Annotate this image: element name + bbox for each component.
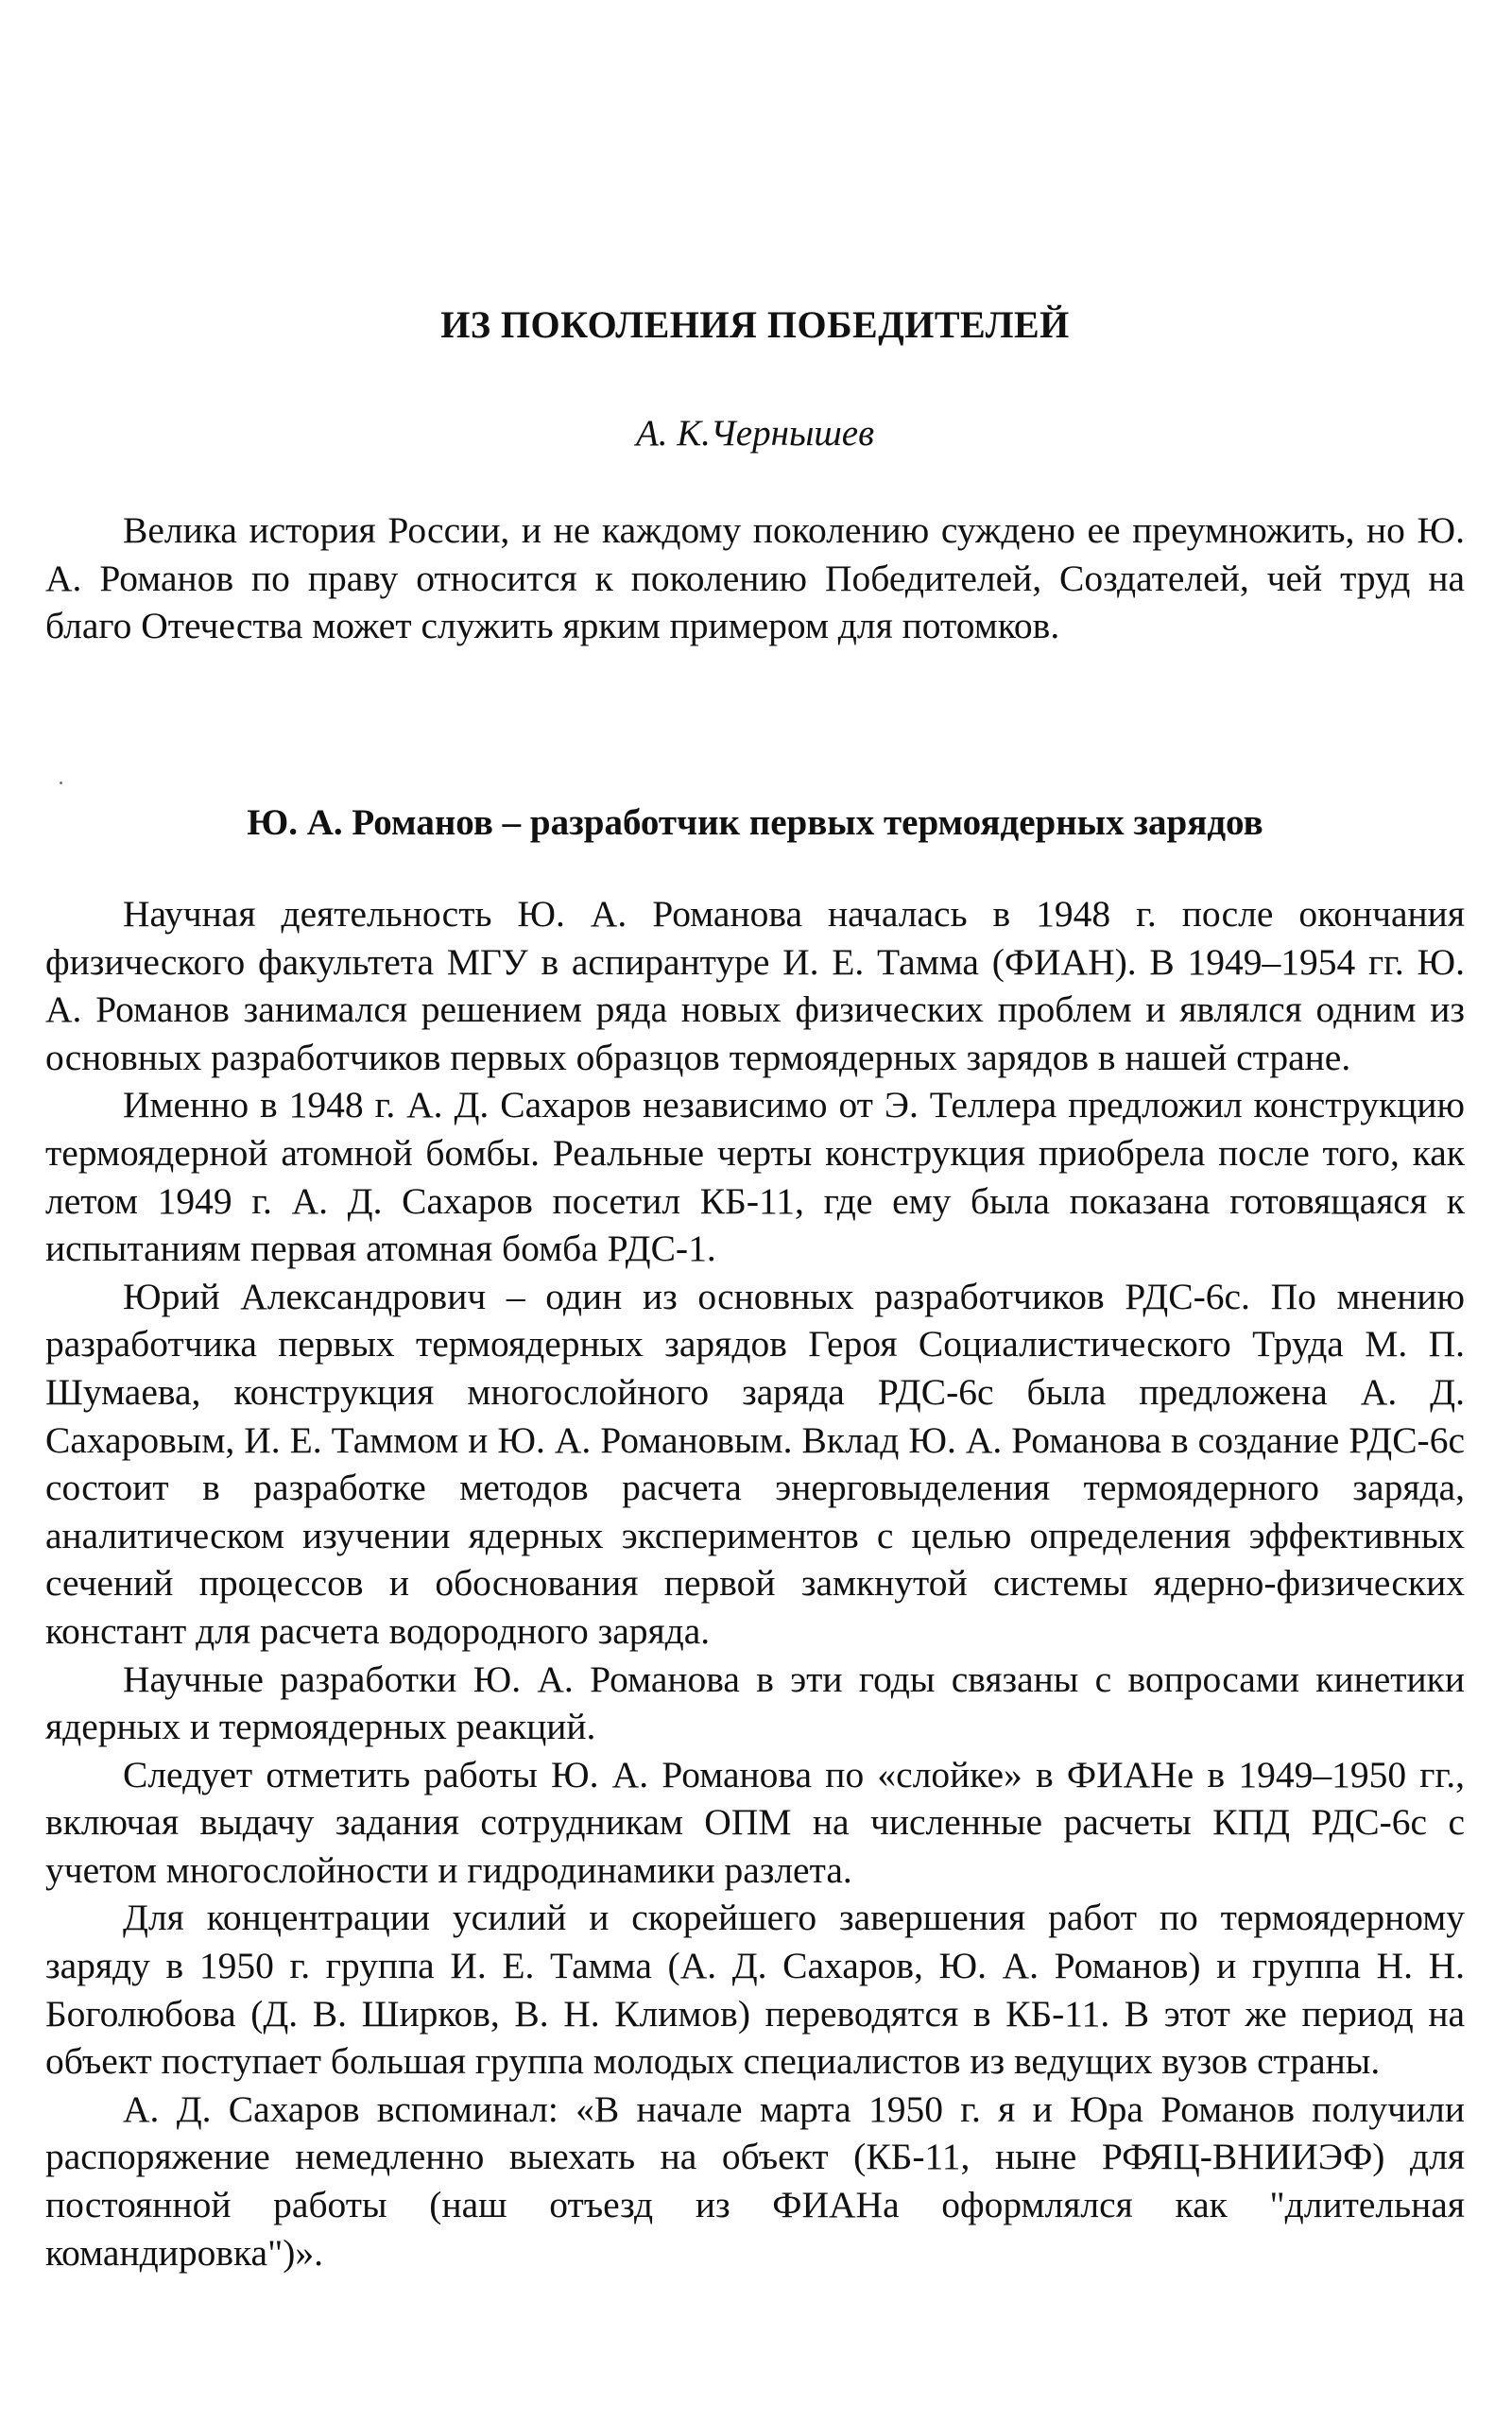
- body-paragraph: Для концентрации усилий и скорейшего завершения работ по термоядерному заряду в 1950 г. группа И. Е. Тамма (А. Д. Сахаров, Ю. А. Романов) и группа Н. Н. Боголюбова (Д. В. Ширков, В. Н. Климов) переводятся в КБ-11. В этот же период на объект поступает большая группа молодых специалистов из ведущих вузов страны.: [45, 1897, 1465, 2083]
- intro-block: [45, 507, 1465, 650]
- body-paragraph: Следует отметить работы Ю. А. Романова по «слойке» в ФИАНе в 1949–1950 гг., включая выдачу задания сотрудникам ОПМ на численные расчеты КПД РДС-6с с учетом многослойности и гидродинамики разлета.: [45, 1753, 1465, 1891]
- body-paragraph: Научная деятельность Ю. А. Романова началась в 1948 г. после окончания физического факультета МГУ в аспирантуре И. Е. Тамма (ФИАН). В 1949–1954 гг. Ю. А. Романов занимался решением ряда новых физических проблем и являлся одним из основных разработчиков первых образцов термоядерных зарядов в нашей стране.: [45, 893, 1465, 1078]
- body-paragraph: А. Д. Сахаров вспоминал: «В начале марта 1950 г. я и Юра Романов получили распоряжение немедленно выехать на объект (КБ-11, ныне РФЯЦ-ВНИИЭФ) для постоянной работы (наш отъезд из ФИАНа оформлялся как "длительная командировка")».: [45, 2087, 1465, 2274]
- section-body: [45, 890, 1465, 2276]
- body-paragraph: Именно в 1948 г. А. Д. Сахаров независимо от Э. Теллера предложил конструкцию термоядерной атомной бомбы. Реальные черты конструкция приобрела после того, как летом 1949 г. А. Д. Сахаров посетил КБ-11, где ему была показана готовящаяся к испытаниям первая атомная бомба РДС-1.: [45, 1084, 1465, 1270]
- scan-speck: [60, 782, 62, 784]
- intro-paragraph: Велика история России, и не каждому поколению суждено ее преумножить, но Ю. А. Романов по праву относится к поколению Победителей, Создателей, чей труд на благо Отечества может служить ярким примером для потомков.: [45, 509, 1465, 647]
- article-title: ИЗ ПОКОЛЕНИЯ ПОБЕДИТЕЛЕЙ: [440, 303, 1070, 346]
- article-author: А. К.Чернышев: [635, 413, 875, 454]
- section-heading: Ю. А. Романов – разработчик первых термоядерных зарядов: [247, 802, 1263, 843]
- body-paragraph: Юрий Александрович – один из основных разработчиков РДС-6с. По мнению разработчика первых термоядерных зарядов Героя Социалистического Труда М. П. Шумаева, конструкция многослойного заряда РДС-6с была предложена А. Д. Сахаровым, И. Е. Таммом и Ю. А. Романовым. Вклад Ю. А. Романова в создание РДС-6с состоит в разработке методов расчета энерговыделения термоядерного заряда, аналитическом изучении ядерных экспериментов с целью определения эффективных сечений процессов и обоснования первой замкнутой системы ядерно-физических констант для расчета водородного заряда.: [45, 1275, 1465, 1652]
- document-page: [45, 0, 1512, 2422]
- body-paragraph: Научные разработки Ю. А. Романова в эти годы связаны с вопросами кинетики ядерных и термоядерных реакций.: [45, 1658, 1465, 1748]
